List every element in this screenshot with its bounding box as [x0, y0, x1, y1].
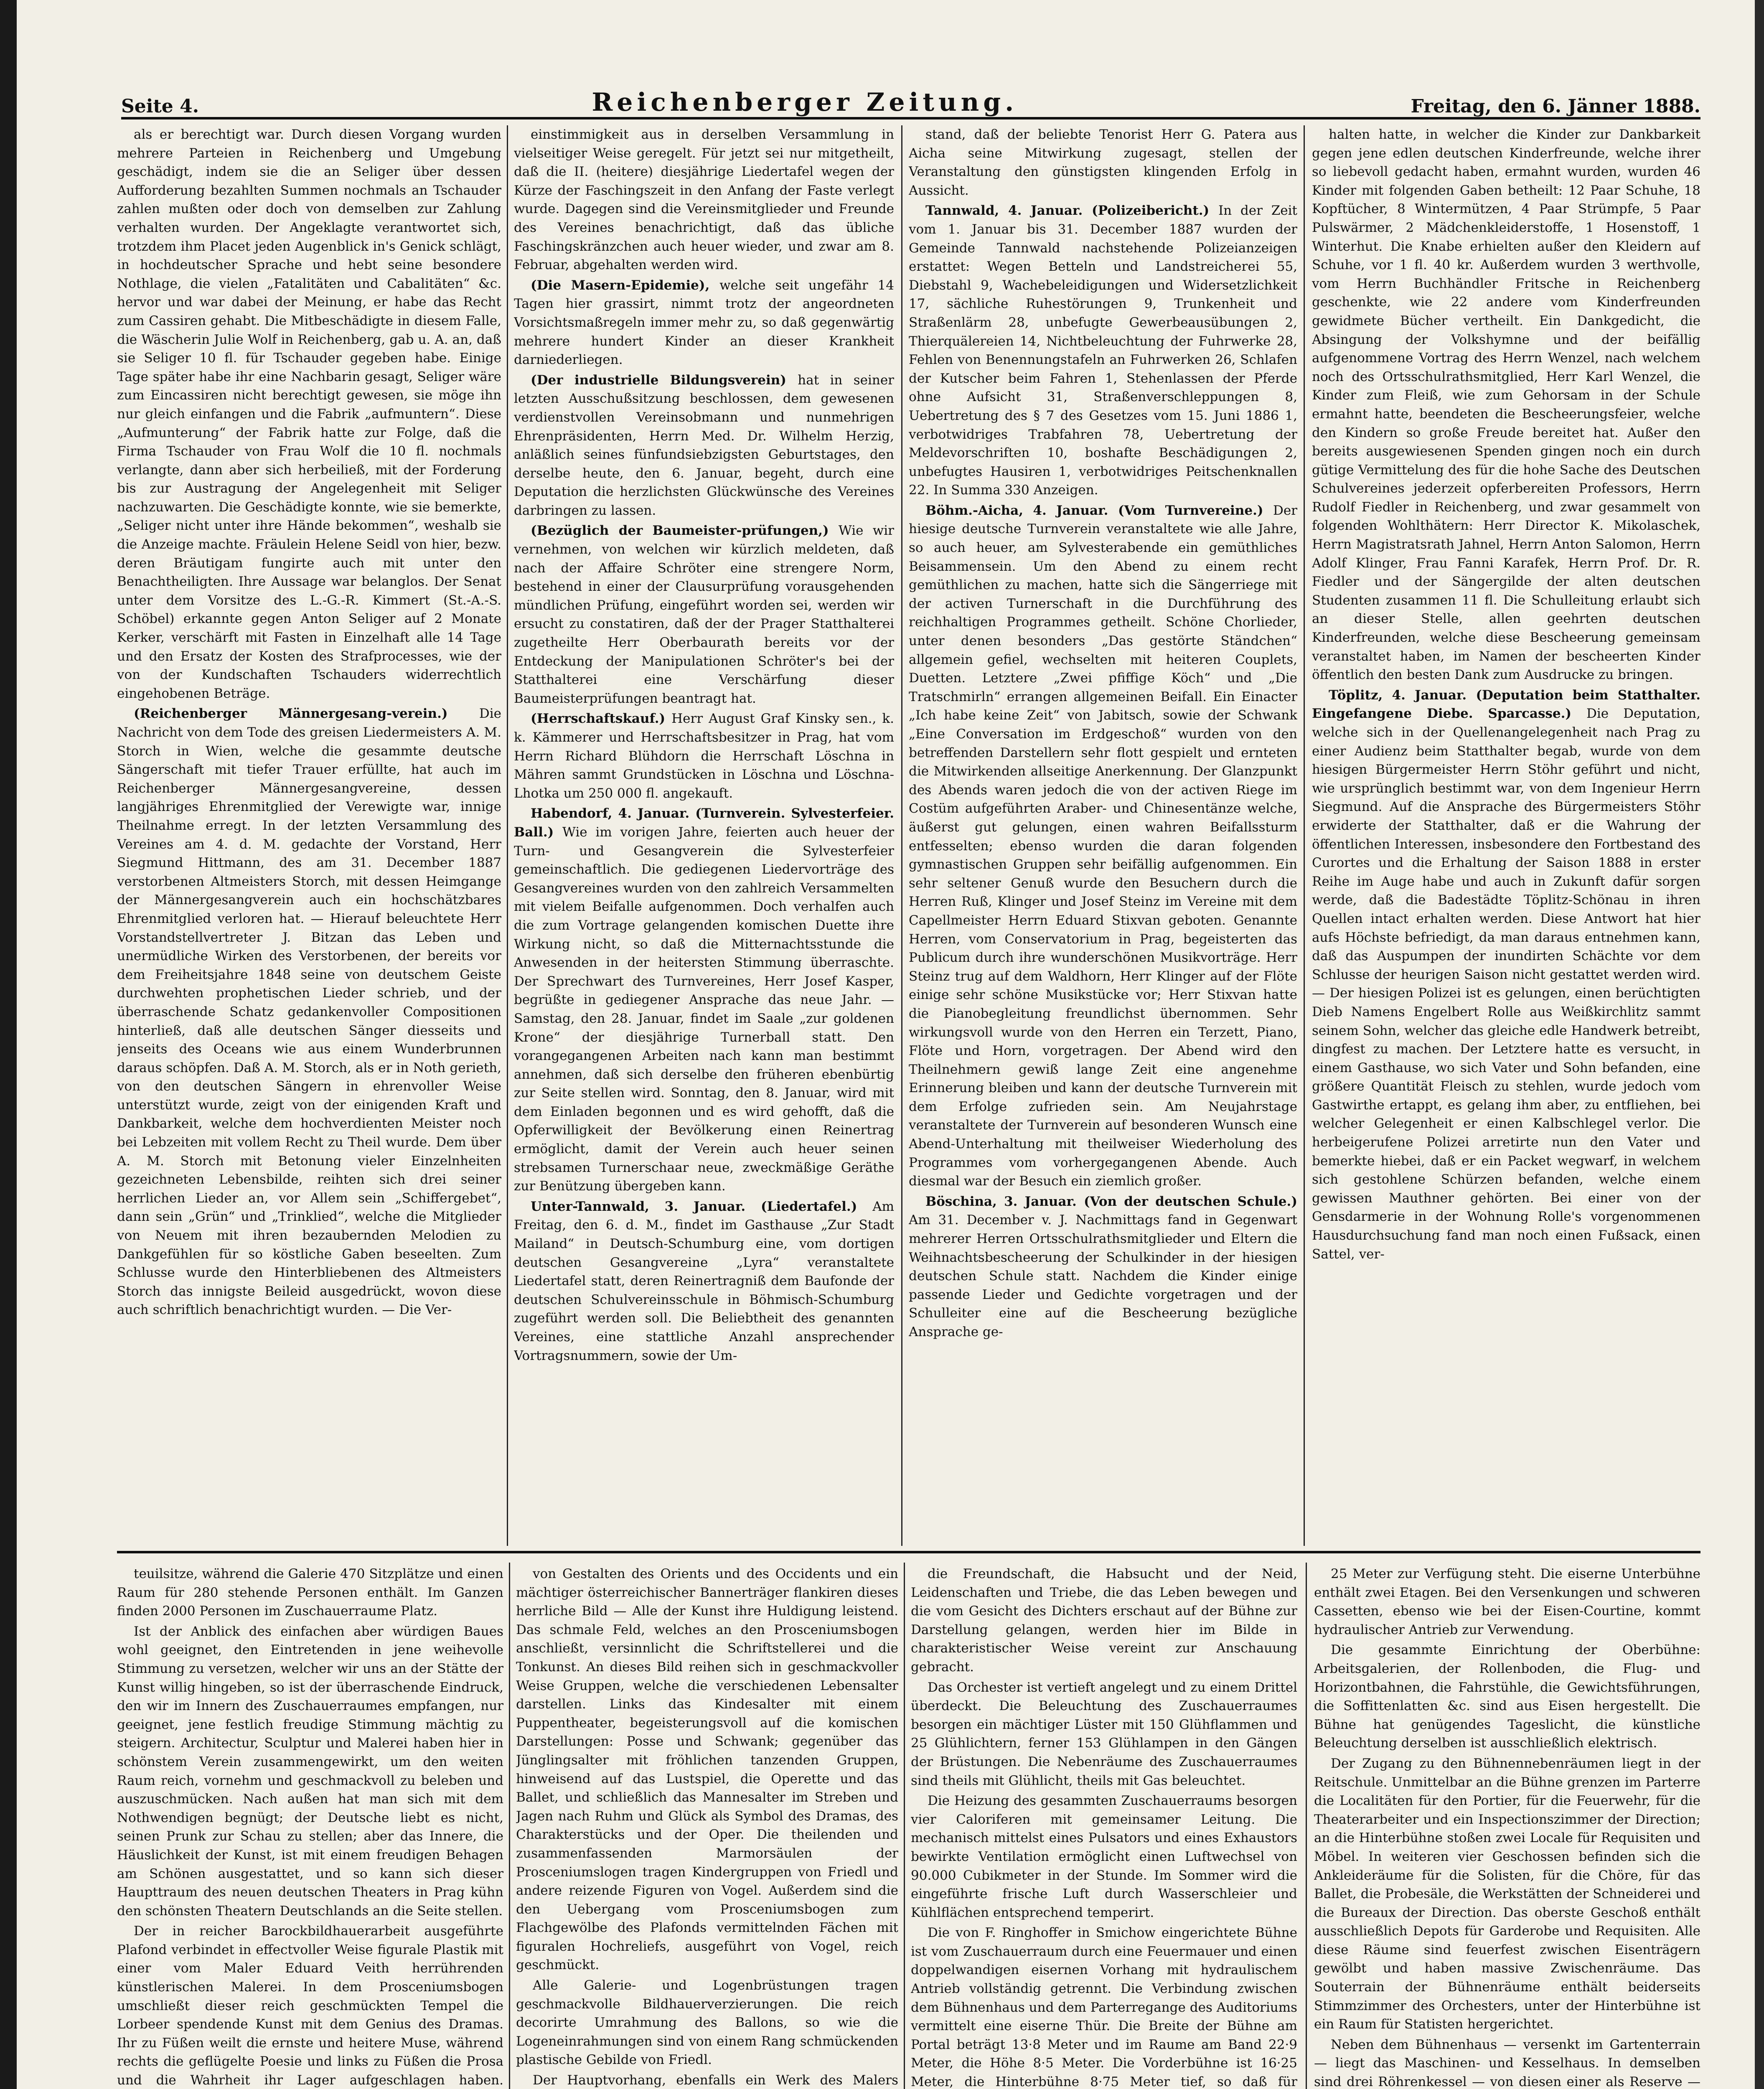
- article-paragraph: [117, 1565, 503, 1621]
- column-rule: [509, 1563, 510, 2089]
- article-paragraph: [516, 2071, 898, 2089]
- article-text: Wie im vorigen Jahre, feierten auch heuer der Turn- und Gesangverein die Sylvesterfeier gemeinschaftlich. Die gediegenen Liedervorträge des Gesangvereines wurden von den zahlreich Versammelten mit vielem Beifalle aufgenommen. Doch verhalfen auch die zum Vortrage gelangenden komischen Duette ihre Wirkung nicht, so daß die Mitternachtsstunde die Anwesenden in der heitersten Stimmung überraschte. Der Sprechwart des Turnvereines, Herr Josef Kasper, begrüßte in gediegener Ansprache das neue Jahr. — Samstag, den 28. Januar, findet im Saale „zur goldenen Krone“ der diesjährige Turnerball statt. Den vorangegangenen Arbeiten nach kann man bestimmt annehmen, daß sich derselbe den früheren ebenbürtig zur Seite stellen wird. Sonntag, den 8. Januar, wird mit dem Einladen begonnen und es wird gehofft, daß die Opferwilligkeit der Bevölkerung einen Reinertrag ermöglicht, damit der Verein auch heuer seinen strebsamen Turnerschaar neue, zweckmäßige Geräthe zur Benützung übergeben kann.: [514, 824, 894, 1194]
- article-text: teuilsitze, während die Galerie 470 Sitzplätze und einen Raum für 280 stehende Personen enthält. Im Ganzen finden 2000 Personen im Zuschauerraume Platz.: [117, 1566, 503, 1619]
- article-paragraph: [514, 521, 894, 708]
- lower-column-4: [1314, 1565, 1700, 2089]
- column-rule: [1304, 125, 1305, 1546]
- article-text: Der Zugang zu den Bühnennebenräumen liegt in der Reitschule. Unmittelbar an die Bühne grenzen im Parterre die Localitäten für den Portier, für die Feuerwehr, für die Theaterarbeiter und ein Inspectionszimmer der Direction; an die Hinterbühne stoßen zwei Locale für Requisiten und Möbel. In weiteren vier Geschossen befinden sich die Ankleideräume für die Solisten, für die Chöre, für das Ballet, die Probesäle, die Werkstätten der Schneiderei und die Bureaux der Direction. Das oberste Geschoß enthält ausschließlich Depots für Garderobe und Requisiten. Alle diese Räume sind feuerfest zwischen Eisenträgern gewölbt und haben massive Zwischenräume. Das Souterrain der Bühnenräume enthält beiderseits Stimmzimmer des Orchesters, unter der Hinterbühne ist ein Raum für Statisten hergerichtet.: [1314, 1756, 1700, 2032]
- article-paragraph: [1314, 1565, 1700, 1639]
- article-paragraph: [909, 201, 1297, 500]
- article-text: Neben dem Bühnenhaus — versenkt im Gartenterrain — liegt das Maschinen- und Kesselhaus. In demselben sind drei Röhrenkessel — von diesen einer als Reserve —: [1314, 2037, 1700, 2089]
- article-text: In der Zeit vom 1. Januar bis 31. December 1887 wurden der Gemeinde Tannwald nachstehende Polizeianzeigen erstattet: Wegen Betteln und Landstreicherei 55, Diebstahl 9, Wachebeleidigungen und Widersetzlichkeit 17, sächliche Ruhestörungen 9, Trunkenheit und Straßenlärm 28, unbefugte Gewerbeausübungen 2, Thierquälereien 14, Nichtbeleuchtung der Fuhrwerke 28, Fehlen von Benennungstafeln an Fuhrwerken 26, Schlafen der Kutscher beim Fahren 1, Stehenlassen der Pferde ohne Aufsicht 31, Straßenverschleppungen 8, Uebertretung des § 7 des Gesetzes vom 15. Juni 1886 1, verbotwidriges Trabfahren 78, Uebertretung der Meldevorschriften 10, boshafte Beschädigungen 2, unbefugtes Hausiren 1, verbotwidriges Peitschenknallen 22. In Summa 330 Anzeigen.: [909, 203, 1297, 498]
- scan-edge-left: [0, 0, 17, 2089]
- article-paragraph: [514, 709, 894, 803]
- article-text: Der in reicher Barockbildhauerarbeit ausgeführte Plafond verbindet in effectvoller Weise figurale Plastik mit einer vom Maler Eduard Veith herrührenden künstlerischen Malerei. In dem Prosceniumsbogen umschließt dieser reich geschmückten Tempel die Lorbeer spendende Kunst mit dem Genius des Dramas. Ihr zu Füßen weilt die ernste und heitere Muse, während rechts die geflügelte Poesie und links zu Füßen die Prosa und die Wahrheit ihr Lager aufgeschlagen haben.: [117, 1924, 503, 2088]
- article-text: Wie wir vernehmen, von welchen wir kürzlich meldeten, daß nach der Affaire Schröter eine strengere Norm, bestehend in einer der Clausurprüfung vorausgehenden mündlichen Prüfung, eingeführt worden sei, werden wir ersucht zu constatiren, daß der der Prager Statthalterei zugetheilte Herr Oberbaurath bereits vor der Entdeckung der Manipulationen Schröter's bei der Statthalterei eine Verschärfung dieser Baumeisterprüfungen beantragt hat.: [514, 523, 894, 706]
- article-text: Ist der Anblick des einfachen aber würdigen Baues wohl geeignet, den Eintretenden in jene weihevolle Stimmung zu versetzen, welcher wir uns an der Stätte der Kunst willig hingeben, so ist der überraschende Eindruck, den wir im Innern des Zuschauerraumes empfangen, nur geeignet, jene festlich freudige Stimmung mächtig zu steigern. Architectur, Sculptur und Malerei haben hier in schönstem Verein zusammengewirkt, um den weiten Raum reich, vornehm und geschmackvoll zu beleben und auszuschmücken. Nach außen hat man sich mit dem Nothwendigen begnügt; der Deutsche liebt es nicht, seinen Prunk zur Schau zu stellen; aber das Innere, die Häuslichkeit der Kunst, ist mit einem freudigen Behagen am Schönen ausgestattet, und so kann sich dieser Haupttraum des neuen deutschen Theaters in Prag kühn den schönsten Theatern Deutschlands an die Seite stellen.: [117, 1624, 503, 1919]
- article-paragraph: [1314, 1641, 1700, 1753]
- article-heading: (Die Masern-Epidemie),: [531, 277, 720, 293]
- lower-column-2: [516, 1565, 898, 2089]
- newspaper-title: Reichenberger Zeitung.: [592, 88, 1018, 117]
- article-text: von Gestalten des Orients und des Occidents und ein mächtiger österreichischer Bannerträger flankiren dieses herrliche Bild — Alle der Kunst ihre Huldigung leistend. Das schmale Feld, welches an den Prosceniumsbogen anschließt, versinnlicht die Schriftstellerei und die Tonkunst. An dieses Bild reihen sich in geschmackvoller Weise Gruppen, welche die verschiedenen Lebensalter darstellen. Links das Kindesalter mit einem Puppentheater, begeisterungsvoll auf die komischen Darstellungen: Posse und Schwank; gegenüber das Jünglingsalter mit fröhlichen tanzenden Gruppen, hinweisend auf das Lustspiel, die Operette und das Ballet, und schließlich das Mannesalter im Streben und Jagen nach Ruhm und Glück als Symbol des Dramas, des Charakterstücks und der Oper. Die theilenden und zusammenfassenden Marmorsäulen der Prosceniumslogen tragen Kindergruppen von Friedl und andere reizende Figuren von Vogel. Außerdem sind die den Uebergang vom Prosceniumsbogen zum Flachgewölbe des Plafonds vermittelnden Fächen mit figuralen Hochreliefs, ausgeführt von Vogel, reich geschmückt.: [516, 1566, 898, 1973]
- article-text: Die gesammte Einrichtung der Oberbühne: Arbeitsgalerien, der Rollenboden, die Flug- und Horizontbahnen, die Fahrstühle, die Gewichtsführungen, die Soffittenlatten &c. sind aus Eisen hergestellt. Die Bühne hat genügendes Tageslicht, die künstliche Beleuchtung derselben ist ausschließlich elektrisch.: [1314, 1642, 1700, 1751]
- article-text: einstimmigkeit aus in derselben Versammlung in vielseitiger Weise geregelt. Für jetzt sei nur mitgetheilt, daß die II. (heitere) diesjährige Liedertafel wegen der Kürze der Faschingszeit in den Anfang der Faste verlegt wurde. Dagegen sind die Vereinsmitglieder und Freunde des Vereines benachrichtigt, daß das übliche Faschingskränzchen auch heuer wieder, und zwar am 8. Februar, abgehalten werden wird.: [514, 127, 894, 273]
- article-paragraph: [117, 125, 501, 703]
- article-text: 25 Meter zur Verfügung steht. Die eiserne Unterbühne enthält zwei Etagen. Bei den Versenkungen und schweren Cassetten, ebenso wie bei der Eisen-Courtine, kommt hydraulischer Antrieb zur Verwendung.: [1314, 1566, 1700, 1637]
- article-paragraph: [909, 1192, 1297, 1342]
- article-paragraph: [117, 1622, 503, 1921]
- article-text: Alle Galerie- und Logenbrüstungen tragen geschmackvolle Bildhauerverzierungen. Die reich decorirte Umrahmung des Ballons, so wie die Logeneinrahmungen sind von einem Rang schmückenden plastische Gebilde von Friedl.: [516, 1978, 898, 2068]
- article-paragraph: [911, 1678, 1297, 1790]
- article-text: Der Hauptvorhang, ebenfalls ein Werk des Malers: [533, 2073, 898, 2088]
- article-paragraph: [909, 501, 1297, 1191]
- article-text: Am Freitag, den 6. d. M., findet im Gasthause „Zur Stadt Mailand“ in Deutsch-Schumburg eine, vom dortigen deutschen Gesangvereine „Lyra“ veranstaltete Liedertafel statt, deren Reinertragniß dem Baufonde der deutschen Schulvereinsschule in Böhmisch-Schumburg zugeführt werden soll. Die Beliebtheit des genannten Vereines, eine stattliche Anzahl ansprechender Vortragsnummern, sowie der Um-: [514, 1199, 894, 1363]
- article-heading: Böschina, 3. Januar. (Von der deutschen Schule.): [925, 1194, 1297, 1209]
- article-text: Die Deputation, welche sich in der Quellenangelegenheit nach Prag zu einer Audienz beim Statthalter begab, wurde von dem hiesigen Bürgermeister Herrn Stöhr geführt und nicht, wie ursprünglich bestimmt war, von dem Ingenieur Herrn Siegmund. Auf die Ansprache des Bürgermeisters Stöhr erwiderte der Statthalter, daß er die Wahrung der öffentlichen Interessen, insbesondere den Fortbestand des Curortes und die Erhaltung der Saison 1888 in erster Reihe im Auge habe und auch in Zukunft dafür sorgen werde, daß die Badestädte Töplitz-Schönau in ihren Quellen intact erhalten werden. Diese Antwort hat hier aufs Höchste befriedigt, da man daraus entnehmen kann, daß das Auspumpen der inundirten Schächte vor dem Schlusse der heurigen Saison nicht gestattet werden wird. — Der hiesigen Polizei ist es gelungen, einen berüchtigten Dieb Namens Engelbert Rolle aus Weißkirchlitz sammt seinem Sohn, welcher das gleiche edle Handwerk betreibt, dingfest zu machen. Der Letztere hatte es versucht, in einem Gasthause, wo sich Vater und Sohn befanden, eine größere Quantität Fleisch zu stehlen, wurde jedoch vom Gastwirthe ertappt, es gelang ihm aber, zu entfliehen, bei welcher Gelegenheit er einen Kalbschlegel verlor. Die herbeigerufene Polizei arretirte nun den Vater und bemerkte hiebei, daß er ein Packet wegwarf, in welchem sich gestohlene Schürzen befanden, welche einem gewissen Mauthner gehörten. Bei einer von der Gensdarmerie in der Wohnung Rolle's vorgenommenen Hausdurchsuchung fand man noch einen Fußsack, einen Sattel, ver-: [1312, 706, 1700, 1262]
- article-text: Herr August Graf Kinsky sen., k. k. Kämmerer und Herrschaftsbesitzer in Prag, hat vom Herrn Richard Blühdorn die Herrschaft Löschna in Mähren sammt Grundstücken in Löschna und Löschna-Lhotka um 250 000 fl. angekauft.: [514, 711, 894, 801]
- upper-column-2: [514, 125, 894, 1544]
- column-rule: [901, 125, 902, 1546]
- lower-column-3: [911, 1565, 1297, 2089]
- upper-column-1: [117, 125, 501, 1544]
- article-paragraph: [911, 1565, 1297, 1677]
- article-paragraph: [514, 804, 894, 1195]
- masthead: [121, 84, 1700, 119]
- article-paragraph: [117, 1922, 503, 2089]
- article-text: als er berechtigt war. Durch diesen Vorgang wurden mehrere Parteien in Reichenberg und Umgebung geschädigt, indem sie die an Seliger über dessen Aufforderung bezahlten Summen nochmals an Tschauder zahlen mußten oder doch von demselben zur Zahlung verhalten wurden. Der Angeklagte verantwortet sich, trotzdem ihm Placet jeden Augenblick in's Genick schlägt, in hochdeutscher Sprache und hebt seine besondere Nothlage, die vielen „Fatalitäten und Cabalitäten“ &c. hervor und war dabei der Meinung, er habe das Recht zum Cassiren gehabt. Die Mitbeschädigte in diesem Falle, die Wäscherin Julie Wolf in Reichenberg, gab u. A. an, daß sie Seliger 10 fl. für Tschauder gegeben habe. Einige Tage später habe ihr eine Nachbarin gesagt, Seliger wäre zum Eincassiren nicht berechtigt gewesen, sie möge ihn nur gleich einfangen und die Fabrik „aufmuntern“. Diese „Aufmunterung“ der Fabrik hatte zur Folge, daß die Firma Tschauder von Frau Wolf die 10 fl. nochmals verlangte, dann aber sich herbeiließ, mit der Forderung bis zur Austragung der Angelegenheit mit Seliger nachzuwarten. Die Geschädigte konnte, wie sie bemerkte, „Seliger nicht unter ihre Hände bekommen“, weshalb sie die Anzeige machte. Fräulein Helene Seidl von hier, bezw. deren Bräutigam fungirte auch mit unter den Benachtheiligten. Ihre Aussage war belanglos. Der Senat unter dem Vorsitze des L.-G.-R. Kimmert (St.-A.-S. Schöbel) erkannte gegen Anton Seliger auf 2 Monate Kerker, verschärft mit Fasten in Einzelhaft alle 14 Tage und den Ersatz der Kosten des Strafprocesses, wie der von der Kundschaften Tschauders widerrechtlich eingehobenen Beträge.: [117, 127, 501, 701]
- article-paragraph: [514, 125, 894, 274]
- article-paragraph: [117, 704, 501, 1319]
- article-paragraph: [514, 276, 894, 369]
- article-paragraph: [1312, 686, 1700, 1263]
- upper-column-3: [909, 125, 1297, 1544]
- article-paragraph: [1314, 1754, 1700, 2034]
- article-text: welche seit ungefähr 14 Tagen hier grassirt, nimmt trotz der angeordneten Vorsichtsmaßregeln immer mehr zu, so daß gegenwärtig mehrere hundert Kinder an dieser Krankheit darniederliegen.: [514, 277, 894, 368]
- article-paragraph: [911, 1792, 1297, 1922]
- article-paragraph: [1314, 2036, 1700, 2089]
- article-text: Die Heizung des gesammten Zuschauerraums besorgen vier Caloriferen mit gemeinsamer Leitung. Die mechanisch mittelst eines Pulsators und eines Exhaustors bewirkte Ventilation ermöglicht einen Luftwechsel von 90.000 Cubikmeter in der Stunde. Im Sommer wird die eingeführte frische Luft durch Wasserschleier und Kühlflächen entsprechend temperirt.: [911, 1793, 1297, 1920]
- article-paragraph: [516, 1976, 898, 2069]
- article-text: Der hiesige deutsche Turnverein veranstaltete wie alle Jahre, so auch heuer, am Sylvesterabende ein gemüthliches Beisammensein. Um den Abend zu einem recht gemüthlichen zu machen, hatte sich die Sängerriege mit der activen Turnerschaft in die Durchführung des reichhaltigen Programmes getheilt. Schöne Chorlieder, unter denen besonders „Das gestörte Ständchen“ allgemein gefiel, wechselten mit heiteren Couplets, Duetten. Letztere „Zwei pfiffige Köch“ und „Die Tratschmirln“ errangen allgemeinen Beifall. Ein Einacter „Ich habe keine Zeit“ von Jabitsch, sowie der Schwank „Eine Conversation im Erdgeschoß“ wurden von den betreffenden Darstellern sehr flott gespielt und ernteten die Mitwirkenden allseitige Anerkennung. Der Glanzpunkt des Abends waren jedoch die von der activen Riege im Costüm aufgeführten Araber- und Chinesentänze welche, äußerst gut gelungen, einen wahren Beifallssturm entfesselten; ebenso wurden die daran folgenden gymnastischen Gruppen sehr beifällig aufgenommen. Ein sehr seltener Genuß wurde den Besuchern durch die Herren Ruß, Klinger und Josef Steinz im Vereine mit dem Capellmeister Herrn Eduard Stixvan geboten. Genannte Herren, vom Conservatorium in Prag, begeisterten das Publicum durch ihre wunderschönen Musikvorträge. Herr Steinz trug auf dem Waldhorn, Herr Klinger auf der Flöte einige sehr schöne Musikstücke vor; Herr Stixvan hatte die Pianobegleitung freundlichst übernommen. Sehr wirkungsvoll wurde von den Herren ein Terzett, Piano, Flöte und Horn, vorgetragen. Der Abend wird den Theilnehmern gewiß lange Zeit eine angenehme Erinnerung bleiben und kann der deutsche Turnverein mit dem Erfolge zufrieden sein. Am Neujahrstage veranstaltete der Turnverein auf besonderen Wunsch eine Abend-Unterhaltung mit theilweiser Wiederholung des Programmes vom vorhergegangenen Abende. Auch diesmal war der Besuch ein ziemlich großer.: [909, 503, 1297, 1189]
- upper-column-4: [1312, 125, 1700, 1544]
- issue-date: Freitag, den 6. Jänner 1888.: [1411, 96, 1700, 117]
- article-heading: (Der industrielle Bildungsverein): [531, 372, 798, 388]
- article-heading: Unter-Tannwald, 3. Januar. (Liedertafel.): [531, 1199, 873, 1214]
- page-number: Seite 4.: [121, 96, 199, 117]
- article-heading: Töplitz, 4. Januar. (Deputation beim Statthalter. Eingefangene Diebe. Sparcasse.): [1312, 687, 1700, 722]
- article-text: Das Orchester ist vertieft angelegt und zu einem Drittel überdeckt. Die Beleuchtung des Zuschauerraumes besorgen ein mächtiger Lüster mit 150 Glühflammen und 25 Glühlichtern, ferner 153 Glühlampen in den Gängen der Brüstungen. Die Nebenräume des Zuschauerraumes sind theils mit Glühlicht, theils mit Gas beleuchtet.: [911, 1680, 1297, 1788]
- article-text: stand, daß der beliebte Tenorist Herr G. Patera aus Aicha seine Mitwirkung zugesagt, stellen der Veranstaltung den günstigsten klingenden Erfolg in Aussicht.: [909, 127, 1297, 198]
- article-heading: (Bezüglich der Baumeister-prüfungen,): [531, 523, 839, 539]
- column-rule: [507, 125, 508, 1546]
- article-heading: Böhm.-Aicha, 4. Januar. (Vom Turnvereine.): [925, 503, 1273, 518]
- article-text: halten hatte, in welcher die Kinder zur Dankbarkeit gegen jene edlen deutschen Kinderfreunde, welche ihrer so liebevoll gedacht haben, ermahnt wurden, wurden 46 Kinder mit folgenden Gaben betheilt: 12 Paar Schuhe, 18 Kopftücher, 8 Wintermützen, 4 Paar Strümpfe, 5 Paar Pulswärmer, 2 Mädchenkleiderstoffe, 1 Hosenstoff, 1 Winterhut. Die Knabe erhielten außer den Kleidern auf Schuhe, vor 1 fl. 40 kr. Außerdem wurden 3 werthvolle, vom Herrn Buchhändler Fritsche in Reichenberg geschenkte, wie 22 andere vom Kinderfreunden gewidmete Bücher vertheilt. Ein Dankgedicht, die Absingung der Volkshymne und der beifällig aufgenommene Vortrag des Herrn Wenzel, nach welchem noch des Ortsschulrathsmitglied, Herr Karl Wenzel, die Kinder zum Fleiß, wie zum Gehorsam in der Schule ermahnt hatte, beendeten die Bescheerungsfeier, welche den Kindern so große Freude bereitet hat. Außer den bereits ausgewiesenen Spenden gingen noch ein durch gütige Vermittelung des für die hohe Sache des Deutschen Schulvereines jederzeit opferbereiten Professors, Herrn Rudolf Fiedler in Reichenberg, und zwar gesammelt von folgenden Wohlthätern: Herr Director K. Mikolaschek, Herrn Magistratsrath Jahnel, Herrn Anton Salomon, Herrn Adolf Klinger, Frau Fanni Karafek, Herrn Prof. Dr. R. Fiedler und der Sängergilde der alten deutschen Studenten zusammen 11 fl. Die Schulleitung erlaubt sich an dieser Stelle, allen geehrten deutschen Kinderfreunden, welche diese Bescheerung gemeinsam veranstaltet haben, im Namen der bescheerten Kinder öffentlich den besten Dank zum Ausdrucke zu bringen.: [1312, 127, 1700, 683]
- article-heading: Tannwald, 4. Januar. (Polizeibericht.): [925, 203, 1218, 219]
- section-divider: [117, 1551, 1700, 1553]
- article-paragraph: [911, 1924, 1297, 2089]
- article-heading: (Reichenberger Männergesang-verein.): [134, 706, 479, 722]
- column-rule: [904, 1563, 905, 2089]
- lower-column-1: [117, 1565, 503, 2089]
- column-rule: [1306, 1563, 1307, 2089]
- article-heading: (Herrschaftskauf.): [531, 711, 672, 727]
- article-paragraph: [514, 1197, 894, 1365]
- article-text: Die von F. Ringhoffer in Smichow eingerichtete Bühne ist vom Zuschauerraum durch eine Feuermauer und einen doppelwandigen eisernen Vorhang mit hydraulischem Antrieb vollständig getrennt. Die Verbindung zwischen dem Bühnenhaus und dem Parterregange des Auditoriums vermittelt eine eiserne Thür. Die Breite der Bühne am Portal beträgt 13·8 Meter und im Raume am Band 22·9 Meter, die Höhe 8·5 Meter. Die Vorderbühne ist 16·25 Meter, die Hinterbühne 8·75 Meter tief, so daß für: [911, 1925, 1297, 2089]
- scan-edge-right: [1755, 0, 1764, 2089]
- article-paragraph: [516, 1565, 898, 1975]
- article-paragraph: [909, 125, 1297, 200]
- article-heading: Habendorf, 4. Januar. (Turnverein. Sylvesterfeier. Ball.): [514, 806, 894, 840]
- article-text: Am 31. December v. J. Nachmittags fand in Gegenwart mehrerer Herren Ortsschulrathsmitglieder und Eltern die Weihnachtsbescheerung der Schulkinder in der hiesigen deutschen Schule statt. Nachdem die Kinder einige passende Lieder und Gedichte vorgetragen und der Schulleiter eine auf die Bescheerung bezügliche Ansprache ge-: [909, 1212, 1297, 1339]
- article-text: Die Nachricht von dem Tode des greisen Liedermeisters A. M. Storch in Wien, welche die gesammte deutsche Sängerschaft mit tiefer Trauer erfüllte, hat auch im Reichenberger Männergesangvereine, dessen langjähriges Ehrenmitglied der Verewigte war, innige Theilnahme erregt. In der letzten Versammlung des Vereines am 4. d. M. gedachte der Vorstand, Herr Siegmund Hittmann, des am 31. December 1887 verstorbenen Altmeisters Storch, mit dessen Heimgange der Männergesangverein auch ein hochschätzbares Ehrenmitglied verloren hat. — Hierauf beleuchtete Herr Vorstandstellvertreter J. Bitzan das Leben und unermüdliche Wirken des Verstorbenen, der bereits vor dem Freiheitsjahre 1848 seine von deutschem Geiste durchwehten prophetischen Lieder schrieb, und der überraschende Schatz gedankenvoller Compositionen hinterließ, daß alle deutschen Sänger diesseits und jenseits des Oceans wie aus einem Wunderbrunnen daraus schöpfen. Daß A. M. Storch, als er in Noth gerieth, von den deutschen Sängern in ehrenvoller Weise unterstützt wurde, zeigt von der einigenden Kraft und Dankbarkeit, welche dem hochverdienten Meister noch bei Lebzeiten mit vollem Recht zu Theil wurde. Dem über A. M. Storch mit Betonung vieler Einzelnheiten gezeichneten Lebensbilde, reihten sich drei seiner herrlichen Lieder an, vor Allem sein „Schiffergebet“, dann sein „Grün“ und „Trinklied“, welche die Mitglieder von Neuem mit ihren bezaubernden Melodien zu Dankgefühlen für so köstliche Gaben beseelten. Zum Schlusse wurde den Hinterbliebenen des Altmeisters Storch das innigste Beileid ausgedrückt, wovon diese auch schriftlich benachrichtigt wurden. — Die Ver-: [117, 706, 501, 1318]
- article-paragraph: [1312, 125, 1700, 684]
- article-text: hat in seiner letzten Ausschußsitzung beschlossen, dem gewesenen verdienstvollen Vereinsobmann und nunmehrigen Ehrenpräsidenten, Herrn Med. Dr. Wilhelm Herzig, anläßlich seines fünfundsiebzigsten Geburtstages, den derselbe heute, den 6. Januar, begeht, durch eine Deputation die herzlichsten Glückwünsche des Vereines darbringen zu lassen.: [514, 372, 894, 518]
- article-paragraph: [514, 371, 894, 520]
- article-text: die Freundschaft, die Habsucht und der Neid, Leidenschaften und Triebe, die das Leben bewegen und die vom Gesicht des Dichters erschaut auf der Bühne zur Darstellung gelangen, werden hier im Bilde in charakteristischer Weise vereint zur Anschauung gebracht.: [911, 1566, 1297, 1675]
